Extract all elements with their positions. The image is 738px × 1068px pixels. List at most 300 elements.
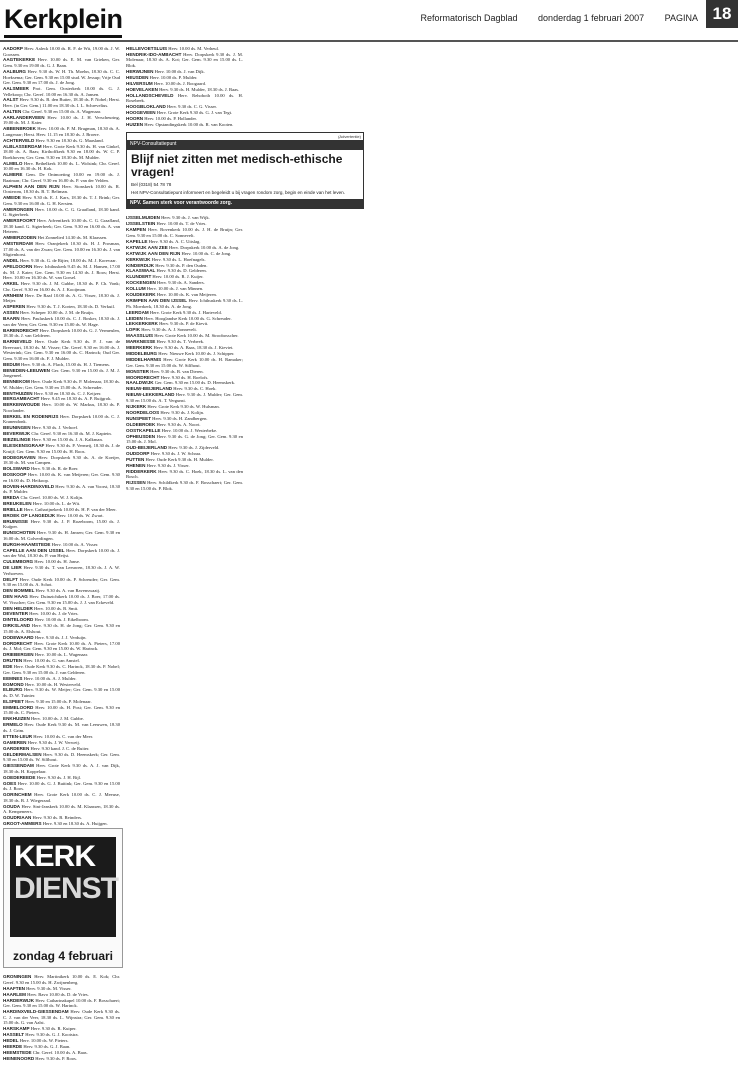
service-details: Herv. 9.30 ds. T. van Leeuwen, 18.30 ds. J. A. W. Verhoeven. [3, 565, 120, 576]
place-name: GOEDEREEDE [3, 774, 36, 780]
service-details: Herv. Grote Kerk 9.30 ds. A. J. van Dijk, 18.30 ds. H. Koppelaar. [3, 763, 120, 774]
service-entry [126, 357, 243, 368]
place-name: DORDRECHT [3, 640, 33, 646]
service-details: Ger. Gem. 9.30 en 15.00 ds. J. M. J. Jongeneel. [3, 367, 120, 379]
place-name: HAARLEM [3, 991, 26, 997]
service-details: Herv. 10.00 ds. E. M. van Grieken, Ger. Gem. 9.30 en 19.00 ds. G. J. Baan. [3, 57, 120, 69]
place-name: KATWIJK AAN DEN RIJN [126, 250, 181, 256]
service-entry [126, 104, 243, 110]
service-entry [126, 416, 243, 422]
service-details: Herv. 10.00 ds. P. Mulder. [149, 74, 198, 80]
place-name: BERGAMBACHT [3, 396, 40, 402]
place-name: KINDERDIJK [126, 262, 155, 268]
service-entry [3, 281, 120, 292]
service-entry [3, 1009, 120, 1026]
place-name: CULEMBORG [3, 559, 34, 565]
service-entry [3, 304, 120, 310]
service-entry [126, 463, 243, 469]
service-entry [3, 368, 120, 379]
place-name: BEVERWIJK [3, 431, 31, 437]
service-entry [3, 144, 120, 161]
service-entry [3, 617, 120, 623]
place-name: KATWIJK AAN ZEE [126, 244, 168, 250]
place-name: ALPHEN AAN DEN RIJN [3, 183, 60, 189]
service-entry [3, 1050, 120, 1056]
service-details: Herv. 9.30 ds. G. de Rijter, 18.00 ds. M. J. Korevaar. [19, 258, 117, 264]
listing-part-a [3, 46, 120, 495]
place-name: DIRKSLAND [3, 623, 31, 629]
service-entry [3, 161, 120, 172]
place-name: GORINCHEM [3, 792, 32, 798]
service-details: Herv. Oude Kerk 9.30 ds. P. J. van de Breevaart, 18.30 ds. M. Visser; Chr. Geref. 9.30 en 16.00 ds. J. Westerink; Ger. Gem. 9.30 en 16.00 ds. C. Harinck; Oud Ger. Gem. 9.30 en 16.00 ds. F. J. Mulder. [3, 339, 120, 361]
place-name: BENTHUIZEN [3, 390, 33, 396]
service-details: Herv. 9.30 ds. J. Verhoef. [31, 425, 79, 431]
place-name: AADORP [3, 46, 23, 51]
service-entry [3, 264, 120, 281]
place-name: BRUINISSE [3, 518, 29, 524]
service-details: Herv. 10.00 ds. K. van Meijeren. [156, 292, 217, 298]
place-name: AMSTERDAM [3, 241, 33, 247]
service-entry [126, 81, 243, 87]
service-entry [3, 466, 120, 472]
service-entry [3, 316, 120, 327]
service-details: Herv. Catharijnekerk 10.00 ds. H. P. van der Meer. [23, 506, 117, 512]
place-name: BREDA [3, 495, 20, 501]
service-details: Chr. Geref. 9.30 en 16.30 ds. M. J. Kaptein. [31, 431, 112, 437]
service-details: Herv. 9.30 ds. J. W. Schraa. [150, 450, 202, 456]
service-details: Herv. 9.30 en 18.30 ds. C. J. Keijzer. [33, 390, 102, 396]
service-entry [3, 998, 120, 1009]
service-details: Herv. Oranjekerk 10.30 ds. H. J. Prosman, 17.00 ds. A. van der Zwan; Ger. Gem. 10.00 en 16.30 ds. J. van Sligtenhorst. [3, 241, 120, 258]
service-entry [3, 559, 120, 565]
service-details: Herv. 10.00 ds. G. van Amstel. [23, 658, 80, 664]
service-details: Herv. 9.30 ds. J. Mulder; Ger. Gem. 9.30 en 15.00 ds. A. T. Vergunst. [126, 392, 243, 403]
service-entry [126, 321, 243, 327]
ad-label: (Advertentie) [338, 133, 361, 139]
service-entry [3, 362, 120, 368]
service-details: Herv. 9.30 ds. J. P. Rozeboom, 15.00 ds. J. Kuijper. [3, 518, 120, 530]
place-name: OUDDORP [126, 450, 150, 456]
place-name: LEERDAM [126, 309, 149, 315]
service-details: Herv. 10.00 ds. H. Janse. [34, 559, 81, 565]
service-entry [126, 451, 243, 457]
place-name: ABBENBROEK [3, 126, 36, 132]
service-entry [126, 445, 243, 451]
poster-word-2: DIENST [14, 872, 119, 906]
service-details: Herv. Adventkerk 10.00 ds. C. G. Graafland, 18.30 kand. G. Sigterbeek; Ger. Gem. 9.30 en 16.00 ds. A. van Heteren. [3, 218, 120, 235]
place-name: NOORDELOOS [126, 409, 160, 415]
place-name: MARKNESSE [126, 339, 156, 345]
service-details: Prot. Gem. Oosterkerk 10.00 ds. G. J. Vellekoop; Chr. Geref. 10.00 en 16.30 ds. A. Jansen. [3, 86, 120, 97]
place-name: MAASSLUIS [126, 333, 154, 339]
service-entry [126, 469, 243, 480]
service-details: Herv. 9.30 ds. A. J. Sonnevelt. [141, 327, 197, 333]
place-name: BROEK OP LANGEDIJK [3, 512, 56, 518]
service-details: Herv. 10.00 ds. C. van der Meer. [33, 733, 94, 739]
service-details: Ger. Gem. 9.30 en 15.00 ds. D. Heemskerk. [154, 380, 236, 386]
service-entry [3, 775, 120, 781]
service-entry [3, 705, 120, 716]
service-details: Herv. Opstandingskerk 10.00 ds. R. van Kooten. [144, 122, 234, 128]
service-details: Herv. 9.30 ds. H. Mulder, 18.30 ds. J. Baas. [159, 86, 240, 92]
service-details: Herv. 10.00 ds. J. Eikelboom. [34, 617, 89, 623]
place-name: HOORN [126, 116, 144, 122]
service-details: Herv. 9.30 ds. B. Reinders. [32, 814, 83, 820]
place-name: HEEMSTEDE [3, 1050, 32, 1056]
service-details: Herv. 10.00 ds. A. J. Mulder. [23, 675, 77, 681]
service-details: Herv. 10.00 ds. J. Boogaard. [153, 80, 207, 86]
place-name: BRIELLE [3, 506, 23, 512]
service-entry [3, 763, 120, 774]
place-name: GARDEREN [3, 745, 30, 751]
place-name: ETTEN-LEUR [3, 733, 33, 739]
service-entry [3, 716, 120, 722]
service-details: Herv. 9.30 ds. A. Sanders. [157, 280, 205, 286]
service-details: Herv. 9.30 ds. T. J. Korten, 18.30 ds. D. Verkuil. [26, 304, 116, 310]
service-entry [3, 734, 120, 740]
place-name: ELSPEET [3, 698, 24, 704]
service-entry [3, 218, 120, 235]
place-name: IJSSELMUIDEN [126, 215, 160, 221]
service-details: Het Zonnelied 14.30 ds. M. Klaassen. [37, 235, 108, 241]
service-entry [3, 623, 120, 634]
service-details: Herv. 10.00 ds. T. de Vries. [156, 221, 207, 227]
service-details: Herv. Oude Kerk 9.30 ds. H. Mulder. [145, 456, 214, 462]
place-name: HEUSDEN [126, 74, 149, 80]
service-details: Herv. 10.00 ds. H. Post; Ger. Gem. 9.30 en 15.00 ds. C. Pieters. [3, 704, 120, 716]
place-name: OPHEUSDEN [126, 433, 156, 439]
service-entry [126, 268, 243, 274]
service-details: Herv. 9.30 ds. D. Heemskerk; Ger. Gem. 9.30 en 15.00 ds. W. Silfhout. [3, 751, 121, 763]
service-entry [126, 380, 243, 386]
place-name: GAMEREN [3, 739, 27, 745]
service-entry [3, 195, 120, 206]
place-name: GROOT-AMMERS [3, 820, 42, 826]
place-name: AARLANDERVEEN [3, 114, 45, 120]
place-name: GIESSENDAM [3, 763, 34, 769]
service-details: Herv. 10.00 ds. L. Wagenaar. [34, 652, 89, 658]
service-details: Herv. Grote Kerk 9.30 ds. W. Hulsman. [147, 403, 220, 409]
service-details: Herv. 10.00 ds. W. Markus, 18.30 ds. P. Noorlander. [3, 402, 120, 413]
service-entry [126, 69, 243, 75]
service-details: Herv. Schildkerk 9.30 ds. F. Bosschaert; Ger. Gem. 9.30 en 15.00 ds. P. Blok. [126, 480, 243, 491]
service-entry [126, 457, 243, 463]
service-entry [126, 339, 243, 345]
place-name: AALST [3, 97, 19, 103]
service-details: Herv. 9.45 en 18.30 ds. A. P. Ruijgrok. [40, 396, 112, 402]
place-name: DEN BOMMEL [3, 588, 35, 594]
place-name: MIDDELBURG [126, 351, 158, 357]
service-details: Herv. 9.30 ds. P. de Kievit. [159, 321, 209, 327]
service-details: Herv. 10.00 ds. P. M. Brugman, 18.30 ds. A. Langeraar; Herst. Herv. 11.15 en 18.30 ds. J. Broere. [3, 126, 120, 137]
place-name: NAALDWIJK [126, 380, 154, 386]
place-name: DELFT [3, 576, 18, 582]
place-name: NIJKERK [126, 403, 147, 409]
service-entry [3, 235, 120, 241]
service-details: Herv. 9.30 ds. B. van Dieren. [150, 368, 204, 374]
service-details: Herv. 9.30 ds. A. Baas, 18.30 ds. J. Kieviet. [153, 345, 234, 351]
service-entry [126, 110, 243, 116]
place-name: HOOGBLOKLAND [126, 104, 166, 110]
service-entry [3, 86, 120, 97]
service-entry [3, 752, 120, 763]
service-entry [3, 548, 120, 559]
service-details: Herv. 10.00 ds. P. Hollander. [144, 116, 197, 122]
service-entry [3, 69, 120, 86]
service-entry [126, 422, 243, 428]
place-name: IJSSELSTEIN [126, 221, 156, 227]
service-entry [3, 507, 120, 513]
service-details: Herv. Dorpskerk 9.30 ds. J. M. Molenaar, 18.30 ds. A. Kot; Ger. Gem. 9.30 en 15.00 ds. L. Blok. [126, 51, 243, 69]
service-entry [3, 138, 120, 144]
place-name: BENNEKOM [3, 379, 30, 385]
place-name: HEERDE [3, 1044, 23, 1050]
service-details: Herv. 9.30 ds. H. Roelofs. [160, 374, 209, 380]
place-name: ARKEL [3, 281, 19, 287]
service-details: Herv. 9.30 ds. G. J. Kootstra. [25, 1032, 79, 1038]
place-name: BARENDRECHT [3, 327, 39, 333]
service-entry [3, 542, 120, 548]
service-details: Herv. Bethelkerk 10.00 ds. L. Wolsink; Chr. Geref. 10.00 en 16.30 ds. H. Kok. [3, 160, 120, 172]
service-details: Herv. 10.00 ds. K. van Meijeren; Ger. Gem. 9.30 en 16.00 ds. D. Heikoop. [3, 472, 120, 483]
service-entry [3, 792, 120, 803]
service-entry [3, 974, 120, 985]
service-details: Herv. Sionskerk 10.00 ds. R. Oosterom, 18.30 ds. B. T. Beltman. [3, 183, 120, 195]
service-details: Herv. 9.30 ds. B. den Butter, 18.30 ds. P. Nobel; Herst. Herv. (in Ger. Gem.) 11.00 en 18.30 ds. I. L. Schrevelius. [3, 97, 120, 109]
service-entry [126, 369, 243, 375]
ad-body: Het NPV-Consultatiepunt informeert en begeleidt u bij vragen rondom zorg, begin en einde van het leven. [131, 190, 345, 196]
service-entry [3, 676, 120, 682]
service-details: Herv. Scheper 10.00 ds. J. M. de Bruijn. [19, 310, 94, 316]
service-entry [3, 379, 120, 390]
place-name: AMMERZODEN [3, 235, 37, 241]
place-name: BLESKENSGRAAF [3, 443, 45, 449]
page-header [0, 0, 738, 42]
service-entry [126, 392, 243, 403]
place-name: EMMELOORD [3, 704, 34, 710]
poster-word-1: KERK [14, 840, 96, 874]
service-details: Herv. 9.30 ds. J. Visser. [146, 462, 190, 468]
place-name: HASSELT [3, 1032, 25, 1038]
service-entry [126, 227, 243, 238]
service-details: Herv. 10.00 ds. J. van Minnen. [146, 286, 204, 292]
service-details: Herv. Oude Kerk 10.00 ds. P. Schreuder; Ger. Gem. 9.30 en 15.00 ds. A. Schot. [3, 576, 121, 588]
service-entry [3, 57, 120, 68]
service-details: Herv. Catharinakapel 10.00 ds. F. Bosschaert; Ger. Gem. 9.30 en 15.00 ds. W. Harinck. [3, 997, 120, 1009]
service-entry [3, 425, 120, 431]
place-name: LEKKERKERK [126, 321, 158, 327]
service-entry [3, 513, 120, 519]
service-entry [126, 257, 243, 263]
place-name: HILVERSUM [126, 80, 153, 86]
service-entry [126, 351, 243, 357]
place-name: EDE [3, 664, 13, 670]
service-details: Herv. 10.00 ds. W. Pieters. [19, 1038, 69, 1044]
service-entry [3, 986, 120, 992]
place-name: APELDOORN [3, 264, 33, 270]
place-name: CAPELLE AAN DEN IJSSEL [3, 547, 65, 553]
service-details: Herv. 10.00 ds. J. de Vries. [29, 611, 79, 617]
service-details: Chr. Geref. 10.00 ds. A. Baas. [32, 1050, 88, 1056]
service-entry [126, 404, 243, 410]
place-name: DRUTEN [3, 658, 23, 664]
place-name: BEDUM [3, 361, 20, 367]
service-details: Chr. Geref. 9.30 en 15.00 ds. A. Wagenaar. [22, 108, 102, 114]
service-details: Herv. 10.00 ds. C. G. Graafland, 18.30 kand. G. Sigterbeek. [3, 206, 120, 218]
service-entry [3, 699, 120, 705]
service-details: Herv. 9.30 en 15.00 ds. J. A. Kalkman. [31, 437, 103, 443]
service-entry [3, 46, 120, 57]
place-name: BOVEN-HARDINXVELD [3, 483, 55, 489]
service-entry [126, 375, 243, 381]
service-details: Herv. Grote Kerk 10.00 ds. C. J. Meeuse, 18.30 ds. B. J. Wiegeraad. [3, 792, 120, 803]
service-details: Herv. Nieuwe Kerk 10.00 ds. J. Schipper. [158, 351, 235, 357]
service-details: Herv. Grote Kerk 10.00 ds. M. Stroobosscher. [154, 333, 239, 339]
place-name: HARDINXVELD-GIESSENDAM [3, 1009, 69, 1015]
place-name: KOCKENGEN [126, 280, 156, 286]
place-name: DEN HAAG [3, 594, 28, 600]
place-name: LOPIK [126, 327, 141, 333]
service-entry [3, 652, 120, 658]
service-entry [3, 115, 120, 126]
place-name: AMERONGEN [3, 206, 34, 212]
service-entry [3, 443, 120, 454]
place-name: DINTELOORD [3, 617, 34, 623]
service-entry [126, 410, 243, 416]
service-entry [3, 821, 120, 827]
place-name: KAPELLE [126, 238, 148, 244]
place-name: KOLLUM [126, 286, 146, 292]
place-name: AALSMEER [3, 86, 29, 91]
place-name: HEDEL [3, 1038, 19, 1044]
place-name: MOORDRECHT [126, 374, 160, 380]
place-name: EEMNES [3, 675, 23, 681]
service-details: Herv. 9.30 ds. P. Vermeij, 18.30 ds. J. de Kruijf; Ger. Gem. 9.30 en 15.00 ds. H. Roos. [3, 443, 120, 454]
npv-advertisement [126, 132, 364, 210]
service-entry [3, 472, 120, 483]
service-details: Herv. 10.00 ds. J. M. Gubbe. [30, 716, 84, 722]
service-entry [3, 455, 120, 466]
service-details: Herv. 10.00 ds. G. J. Buitink; Ger. Gem. 9.30 en 15.00 ds. J. Roos. [3, 780, 120, 792]
service-details: Herv. 9.30 ds. A. Noort. [156, 421, 201, 427]
service-details: Chr. Geref. 10.00 ds. W. J. Kolijn. [20, 495, 84, 501]
service-entry [126, 333, 243, 339]
place-name: ASSEN [3, 310, 19, 316]
service-details: Herv. 9.30 ds. E. J. Kars, 18.30 ds. T. J. Brink; Ger. Gem. 9.30 en 16.00 ds. G. H. Kersten. [3, 195, 120, 206]
service-entry [126, 251, 243, 257]
place-name: NIEUW-BEIJERLAND [126, 386, 173, 392]
service-entry [3, 611, 120, 617]
service-details: Herv. 9.30 ds. H. de Jong; Ger. Gem. 9.30 en 15.00 ds. A. Elshout. [3, 623, 120, 634]
place-name: AMEIDE [3, 195, 21, 201]
place-name: LEIDEN [126, 315, 143, 321]
place-name: KLUNDERT [126, 274, 152, 280]
service-entry [3, 992, 120, 998]
service-details: Herv. 9.30 ds. J. J. Verduijn. [34, 634, 87, 640]
service-details: Herv. 9.30 ds. R. de Boer. [30, 466, 79, 472]
service-details: Herv. Sint-Janskerk 10.00 ds. M. Klaassen, 18.30 ds. A. Kempeneers. [3, 803, 120, 815]
place-name: BERKENWOUDE [3, 402, 41, 408]
service-details: Herv. 9.30 ds. J. W. Verweij. [27, 739, 80, 745]
service-details: Herv. Oude Kerk 9.30 ds. C. Harinck, 18.30 ds. P. Nobel; Ger. Gem. 9.30 en 15.00 ds. J. van Gelderen. [3, 664, 120, 675]
service-details: Herv. 10.00 ds. H. Westerveld. [24, 681, 82, 687]
service-entry [126, 263, 243, 269]
place-name: HARSKAMP [3, 1026, 30, 1032]
ad-top-bar: NPV-Consultatiepunt [127, 140, 363, 150]
place-name: KRIMPEN AAN DEN IJSSEL [126, 298, 188, 304]
service-details: Herv. 9.30 ds. H. Jansen; Ger. Gem. 9.30 en 16.00 ds. M. Golverdingen. [3, 530, 120, 541]
place-name: BERKEL EN RODENRIJS [3, 413, 59, 419]
place-name: GRONINGEN [3, 974, 32, 980]
service-entry [3, 431, 120, 437]
place-name: KAMPEN [126, 227, 146, 233]
service-entry [126, 46, 243, 52]
place-name: NUNSPEET [126, 415, 152, 421]
place-name: DEN HELDER [3, 605, 33, 611]
place-name: HERWIJNEN [126, 68, 154, 74]
place-name: HUIZEN [126, 122, 144, 128]
service-entry [3, 339, 120, 361]
place-name: MIDDELHARNIS [126, 357, 162, 363]
service-entry [126, 245, 243, 251]
service-details: Herv. 10.00 ds. L. de Wit. [32, 501, 81, 506]
service-details: Herv. 10.00 ds. J. van Dijk. [154, 68, 205, 74]
service-entry [3, 682, 120, 688]
place-name: AAGTEKERKE [3, 57, 36, 63]
place-name: HELLEVOETSLUIS [126, 46, 168, 51]
service-entry [3, 258, 120, 264]
service-entry [3, 293, 120, 304]
place-name: KERKWIJK [126, 256, 151, 262]
service-details: Herv. 10.00 ds. R. J. Kuijer. [152, 274, 204, 280]
service-details: Herv. 9.30 ds. W. Meijer; Ger. Gem. 9.30 en 15.00 ds. D. W. Tuinier. [3, 687, 120, 699]
place-name: HOEVELAKEN [126, 86, 158, 92]
service-details: Herv. 9.30 ds. L. Hoefnagels. [151, 256, 206, 262]
service-entry [3, 635, 120, 641]
place-name: BUNSCHOTEN [3, 530, 36, 536]
service-details: Gem. De Ontmoeting 10.00 en 19.00 ds. J. Baaiman; Chr. Geref. 9.30 en 16.00 ds. P. van der Velden. [3, 172, 120, 183]
service-entry [126, 280, 243, 286]
service-entry [3, 664, 120, 675]
service-entry [3, 815, 120, 821]
service-details: Herv. Dorpskerk 10.00 ds. G. J. Vermeulen, 18.30 ds. J. van Gelderen. [3, 327, 120, 339]
page-number: 18 [706, 0, 738, 28]
service-entry [3, 641, 120, 652]
service-details: Herv. 9.30 ds. M. Visser. [26, 985, 72, 991]
service-entry [3, 437, 120, 443]
service-details: Herv. 10.00 ds. A. Visser. [51, 541, 99, 547]
place-name: MONSTER [126, 368, 149, 374]
place-name: AALTEN [3, 108, 22, 114]
place-name: ERMELO [3, 722, 23, 728]
service-entry [3, 310, 120, 316]
place-name: BEUNINGEN [3, 425, 31, 431]
service-entry [126, 87, 243, 93]
service-details: Herv. 9.30 kand. J. C. de Ruiter. [30, 745, 90, 751]
service-entry [3, 722, 120, 733]
service-entry [126, 221, 243, 227]
place-name: HOLLANDSCHEVELD [126, 92, 174, 98]
service-entry [3, 588, 120, 594]
church-services-listing [3, 46, 735, 1062]
service-details: Herv. Bovenkerk 10.00 ds. J. H. de Bruijn; Ger. Gem. 9.30 en 15.00 ds. C. Sonnevelt. [126, 227, 243, 238]
service-entry [3, 501, 120, 507]
service-details: Herv. 9.30 ds. T. Verbeek. [156, 339, 205, 345]
kerkdienst-poster-image [3, 828, 123, 968]
service-details: Herv. 9.30 ds. P. den Ouden. [155, 262, 208, 268]
place-name: ACHTERVELD [3, 137, 35, 143]
service-details: Herv. 10.00 ds. B. Smit. [34, 605, 79, 611]
